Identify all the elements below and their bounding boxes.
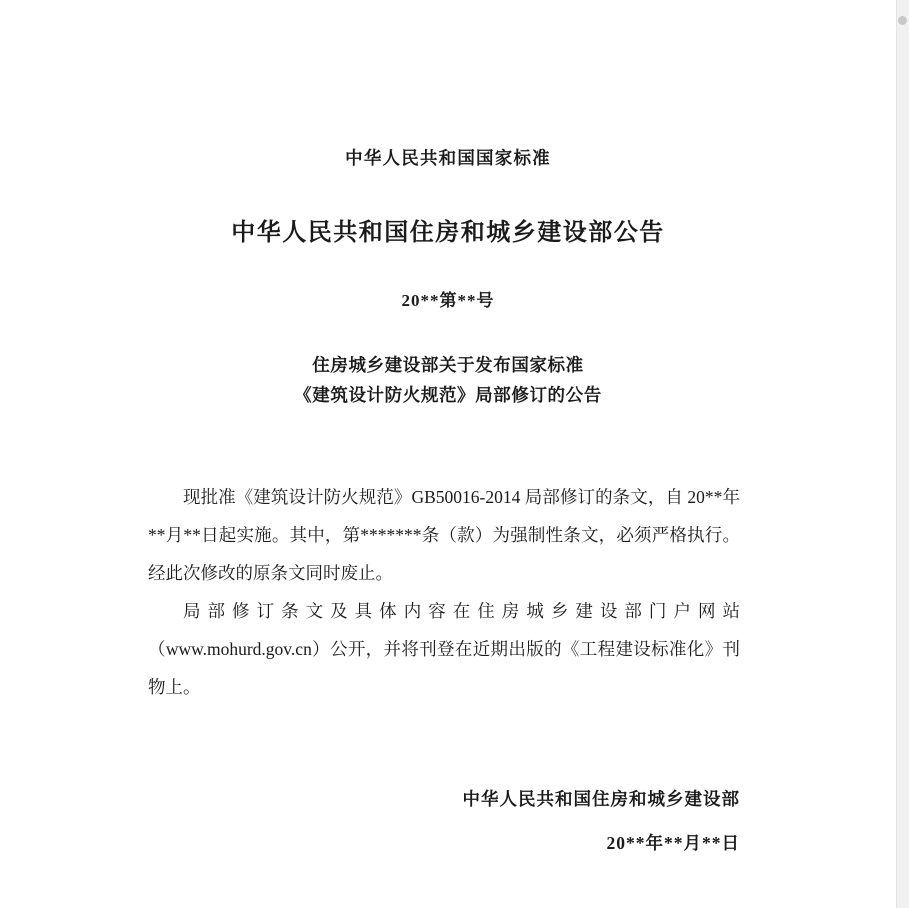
document-subject-line-2: 《建筑设计防火规范》局部修订的公告 [294, 385, 602, 405]
document-subject-line-1: 住房城乡建设部关于发布国家标准 [312, 355, 584, 375]
document-content [148, 478, 740, 706]
document-number: 20**第**号 [401, 291, 495, 310]
scrollbar-thumb[interactable] [898, 16, 907, 25]
scrollbar[interactable] [896, 0, 909, 908]
signature-organization: 中华人民共和国住房和城乡建设部 [462, 789, 740, 809]
paragraph-2: 局部修订条文及具体内容在住房城乡建设部门户网站（www.mohurd.gov.cn）公开，并将刊登在近期出版的《工程建设标准化》刊物上。 [148, 601, 740, 697]
document-subject [0, 350, 896, 410]
standard-header: 中华人民共和国国家标准 [345, 148, 551, 168]
page-title: 中华人民共和国住房和城乡建设部公告 [231, 220, 665, 246]
paragraph-1: 现批准《建筑设计防火规范》GB50016-2014 局部修订的条文，自 20**年**月**日起实施。其中，第*******条（款）为强制性条文，必须严格执行。经此次修改的原条文同时废止。 [148, 487, 740, 583]
signature-date: 20**年**月**日 [606, 833, 740, 853]
